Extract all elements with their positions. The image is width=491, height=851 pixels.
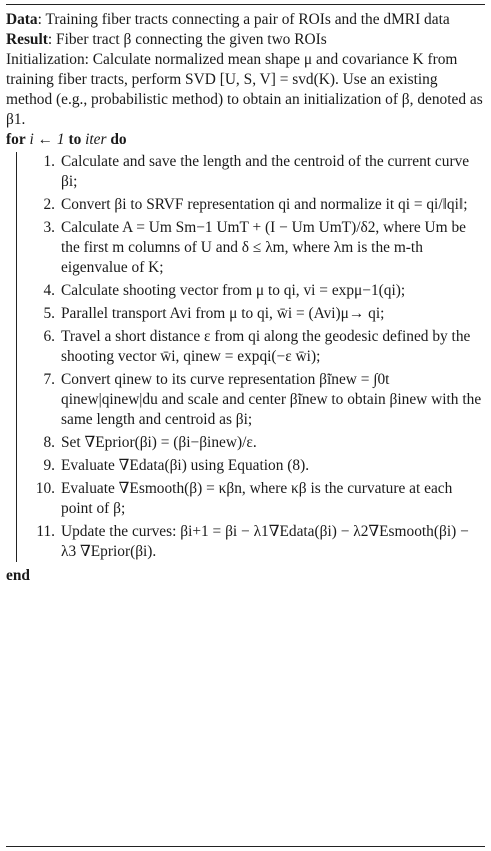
initialization-text: Initialization: Calculate normalized mean shape μ and covariance K from training fiber tracts, perform SVD [U, S, V] = svd(K). Use an existing method (e.g., probabilistic method) to obtain an initialization of β, denoted as β1. xyxy=(6,51,483,128)
step-item: 6. Travel a short distance ε from qi along the geodesic defined by the shooting vector w̄i, qinew = expqi(−ε w̄i); xyxy=(43,328,471,365)
for-header: for i ← 1 to iter do xyxy=(6,131,127,148)
algorithm-block xyxy=(6,10,485,586)
data-label: Data xyxy=(6,11,38,28)
result-line: Result: Fiber tract β connecting the given two ROIs xyxy=(6,31,327,48)
step-item: 1. Calculate and save the length and the centroid of the current curve βi; xyxy=(43,153,470,190)
step-item: 7. Convert qinew to its curve representation β̃inew = ∫0t qinew|qinew|du and scale and center β̃inew to obtain βinew with the same length and centroid as βi; xyxy=(43,371,482,428)
step-item: 4. Calculate shooting vector from μ to qi, vi = expμ−1(qi); xyxy=(43,282,406,299)
result-text: Fiber tract β connecting the given two ROIs xyxy=(56,31,327,48)
step-item: 10. Evaluate ∇Esmooth(β) = κβn, where κβ is the curvature at each point of β; xyxy=(35,480,453,517)
step-list xyxy=(25,152,485,562)
step-item: 11. Update the curves: βi+1 = βi − λ1∇Edata(βi) − λ2∇Esmooth(βi) − λ3 ∇Eprior(βi). xyxy=(36,523,469,560)
end-keyword: end xyxy=(6,567,30,584)
end-line xyxy=(6,566,485,586)
result-label: Result xyxy=(6,31,48,48)
loop-body xyxy=(16,152,485,562)
step-item: 5. Parallel transport Avi from μ to qi, w̄i = (Avi)μ→ qi; xyxy=(43,305,385,322)
step-item: 2. Convert βi to SRVF representation qi and normalize it qi = qi/‖qi‖; xyxy=(43,196,468,213)
step-item: 3. Calculate A = Um Sm−1 UmT + (I − Um UmT)/δ2, where Um be the first m columns of U and δ ≤ λm, where λm is the m-th eigenvalue of K; xyxy=(43,219,467,276)
data-text: Training fiber tracts connecting a pair of ROIs and the dMRI data xyxy=(45,11,450,28)
data-line: Data: Training fiber tracts connecting a pair of ROIs and the dMRI data xyxy=(6,11,450,28)
step-item: 8. Set ∇Eprior(βi) = (βi−βinew)/ε. xyxy=(43,434,257,451)
bottom-rule xyxy=(6,846,485,847)
top-rule xyxy=(6,4,485,5)
step-item: 9. Evaluate ∇Edata(βi) using Equation (8). xyxy=(43,457,310,474)
